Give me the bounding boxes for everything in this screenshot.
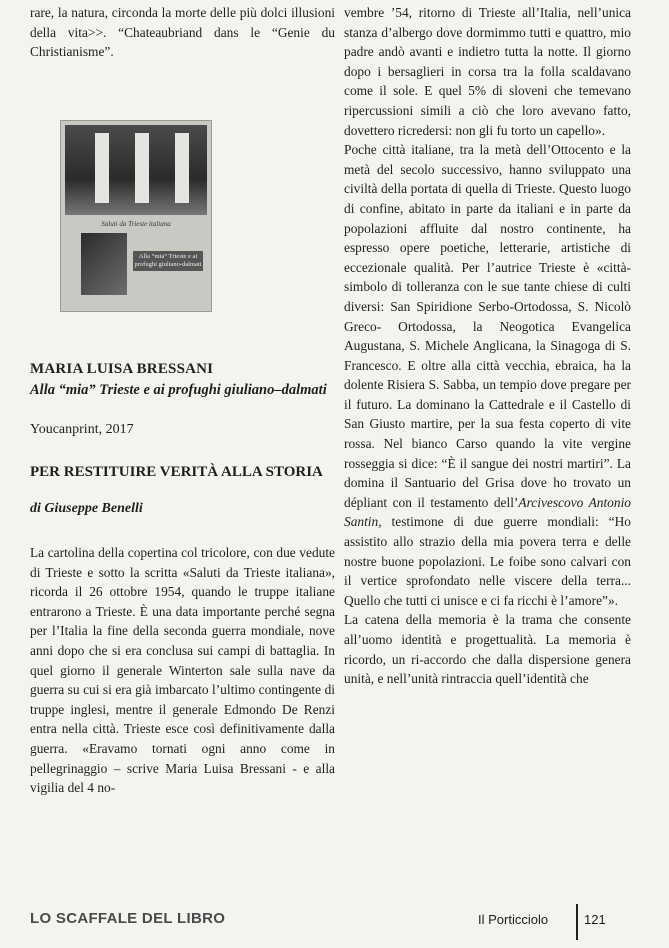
- right-paragraph-2-part-b: testimone di due guerre mondiali: “Ho assistito allo strazio della mia povera terra e delle nostre buone popolazioni. Le foibe sono calvari con il vertice sprofondato nelle viscere della terra... Quello che tutti ci unisce e ci fa ricchi è l’amore”».: [344, 514, 631, 608]
- page-number: 121: [584, 912, 606, 927]
- book-cover-image: [60, 120, 212, 312]
- book-author: MARIA LUISA BRESSANI: [30, 361, 214, 377]
- cover-photo-flag: [65, 125, 207, 215]
- footer-section-title: LO SCAFFALE DEL LIBRO: [30, 910, 226, 927]
- right-paragraph-1: vembre ’54, ritorno di Trieste all’Italia, nell’unica stanza d’albergo dove dormimmo tutti e quattro, mio padre andò avanti e indietro tutta la notte. Il giorno dopo i bersaglieri in corsa tra la folla scaldavano come il sole. E quel 5% di sloveni che temevano ripercussioni simili a ciò che loro avevano fatto, dovettero ricredersi: non gli fu torto un capello».: [344, 5, 631, 138]
- cover-photo-portrait: [81, 233, 127, 295]
- article-body-left-column: La cartolina della copertina col tricolore, con due vedute di Trieste e sotto la scritta «Saluti da Trieste italiana», ricorda il 26 ottobre 1954, quando le truppe italiane entrarono a Trieste. È una data importante perché segna per l’Italia la fine della seconda guerra mondiale, nove anni dopo che si era conclusa sui campi di battaglia. In quel giorno il generale Winterton sale sulla nave da guerra su cui si era già imbarcato l’ultimo contingente di truppe inglesi, mentre il generale Edmondo De Renzi entra nella città. Trieste esce così definitivamente dalla guerra. «Eravamo tornati ogni anno come in pellegrinaggio – scrive Maria Luisa Bressani - e alla vigilia del 4 no-: [30, 545, 335, 796]
- right-paragraph-2-italic: Arcivescovo Antonio Santin,: [344, 494, 631, 530]
- right-paragraph-2-part-a: Poche città italiane, tra la metà dell’Ottocento e la metà del secolo successivo, hanno sviluppato una civiltà della portata di quella di Trieste. Questo luogo di confine, abitato in parte da italiani e in parte da popolazioni affluite dal nostro continente, ha espresso opere poetiche, letterarie, artistiche di eccezionale qualità. Per l’autrice Trieste è «città-simbolo di tolleranza con le sue tante chiese di culti diversi: San Spiridione Serbo-Ortodossa, S. Nicolò Greco- Ortodossa, la Neogotica Evangelica Augustana, S. Michele Anglicana, la Sinagoga di S. Francesco. E oltre alla città vecchia, ebraica, ha la dolente Risiera S. Sabba, un tempio dove pregare per il futuro. La dominano la Cattedrale e il Castello di San Giusto martire, per la sua festa coperto di vite rossa. Nel bianco Carso quando la vite vergine rosseggia si dice: “È il sangue dei nostri martiri”. La domina il Santuario del Grisa dove ho trovato un dépliant con il testamento dell’: [344, 142, 631, 510]
- footer-magazine-name: Il Porticciolo: [478, 912, 549, 927]
- article-title: PER RESTITUIRE VERITÀ ALLA STORIA: [30, 464, 323, 480]
- right-paragraph-3: La catena della memoria è la trama che consente all’uomo identità e progettualità. La memoria è ricordo, un ri-accordo che dalla dispersione genera unità, e nell’unità rintraccia quell’identità che: [344, 612, 631, 687]
- book-title: Alla “mia” Trieste e ai profughi giuliano–dalmati: [30, 382, 327, 398]
- previous-article-ending: rare, la natura, circonda la morte delle più dolci illusioni della vita>>. “Chateaubriand dans le “Genie du Christianisme”.: [30, 5, 335, 60]
- article-body-right-column: [344, 3, 631, 689]
- footer-divider: [576, 904, 578, 940]
- book-publisher: Youcanprint, 2017: [30, 422, 134, 437]
- right-paragraph-2: [344, 140, 631, 610]
- article-author: di Giuseppe Benelli: [30, 501, 143, 516]
- cover-caption: Saluti da Trieste italiana: [101, 220, 171, 228]
- cover-subtitle: Alla “mia” Trieste e ai profughi giuliano-dalmati: [133, 251, 203, 271]
